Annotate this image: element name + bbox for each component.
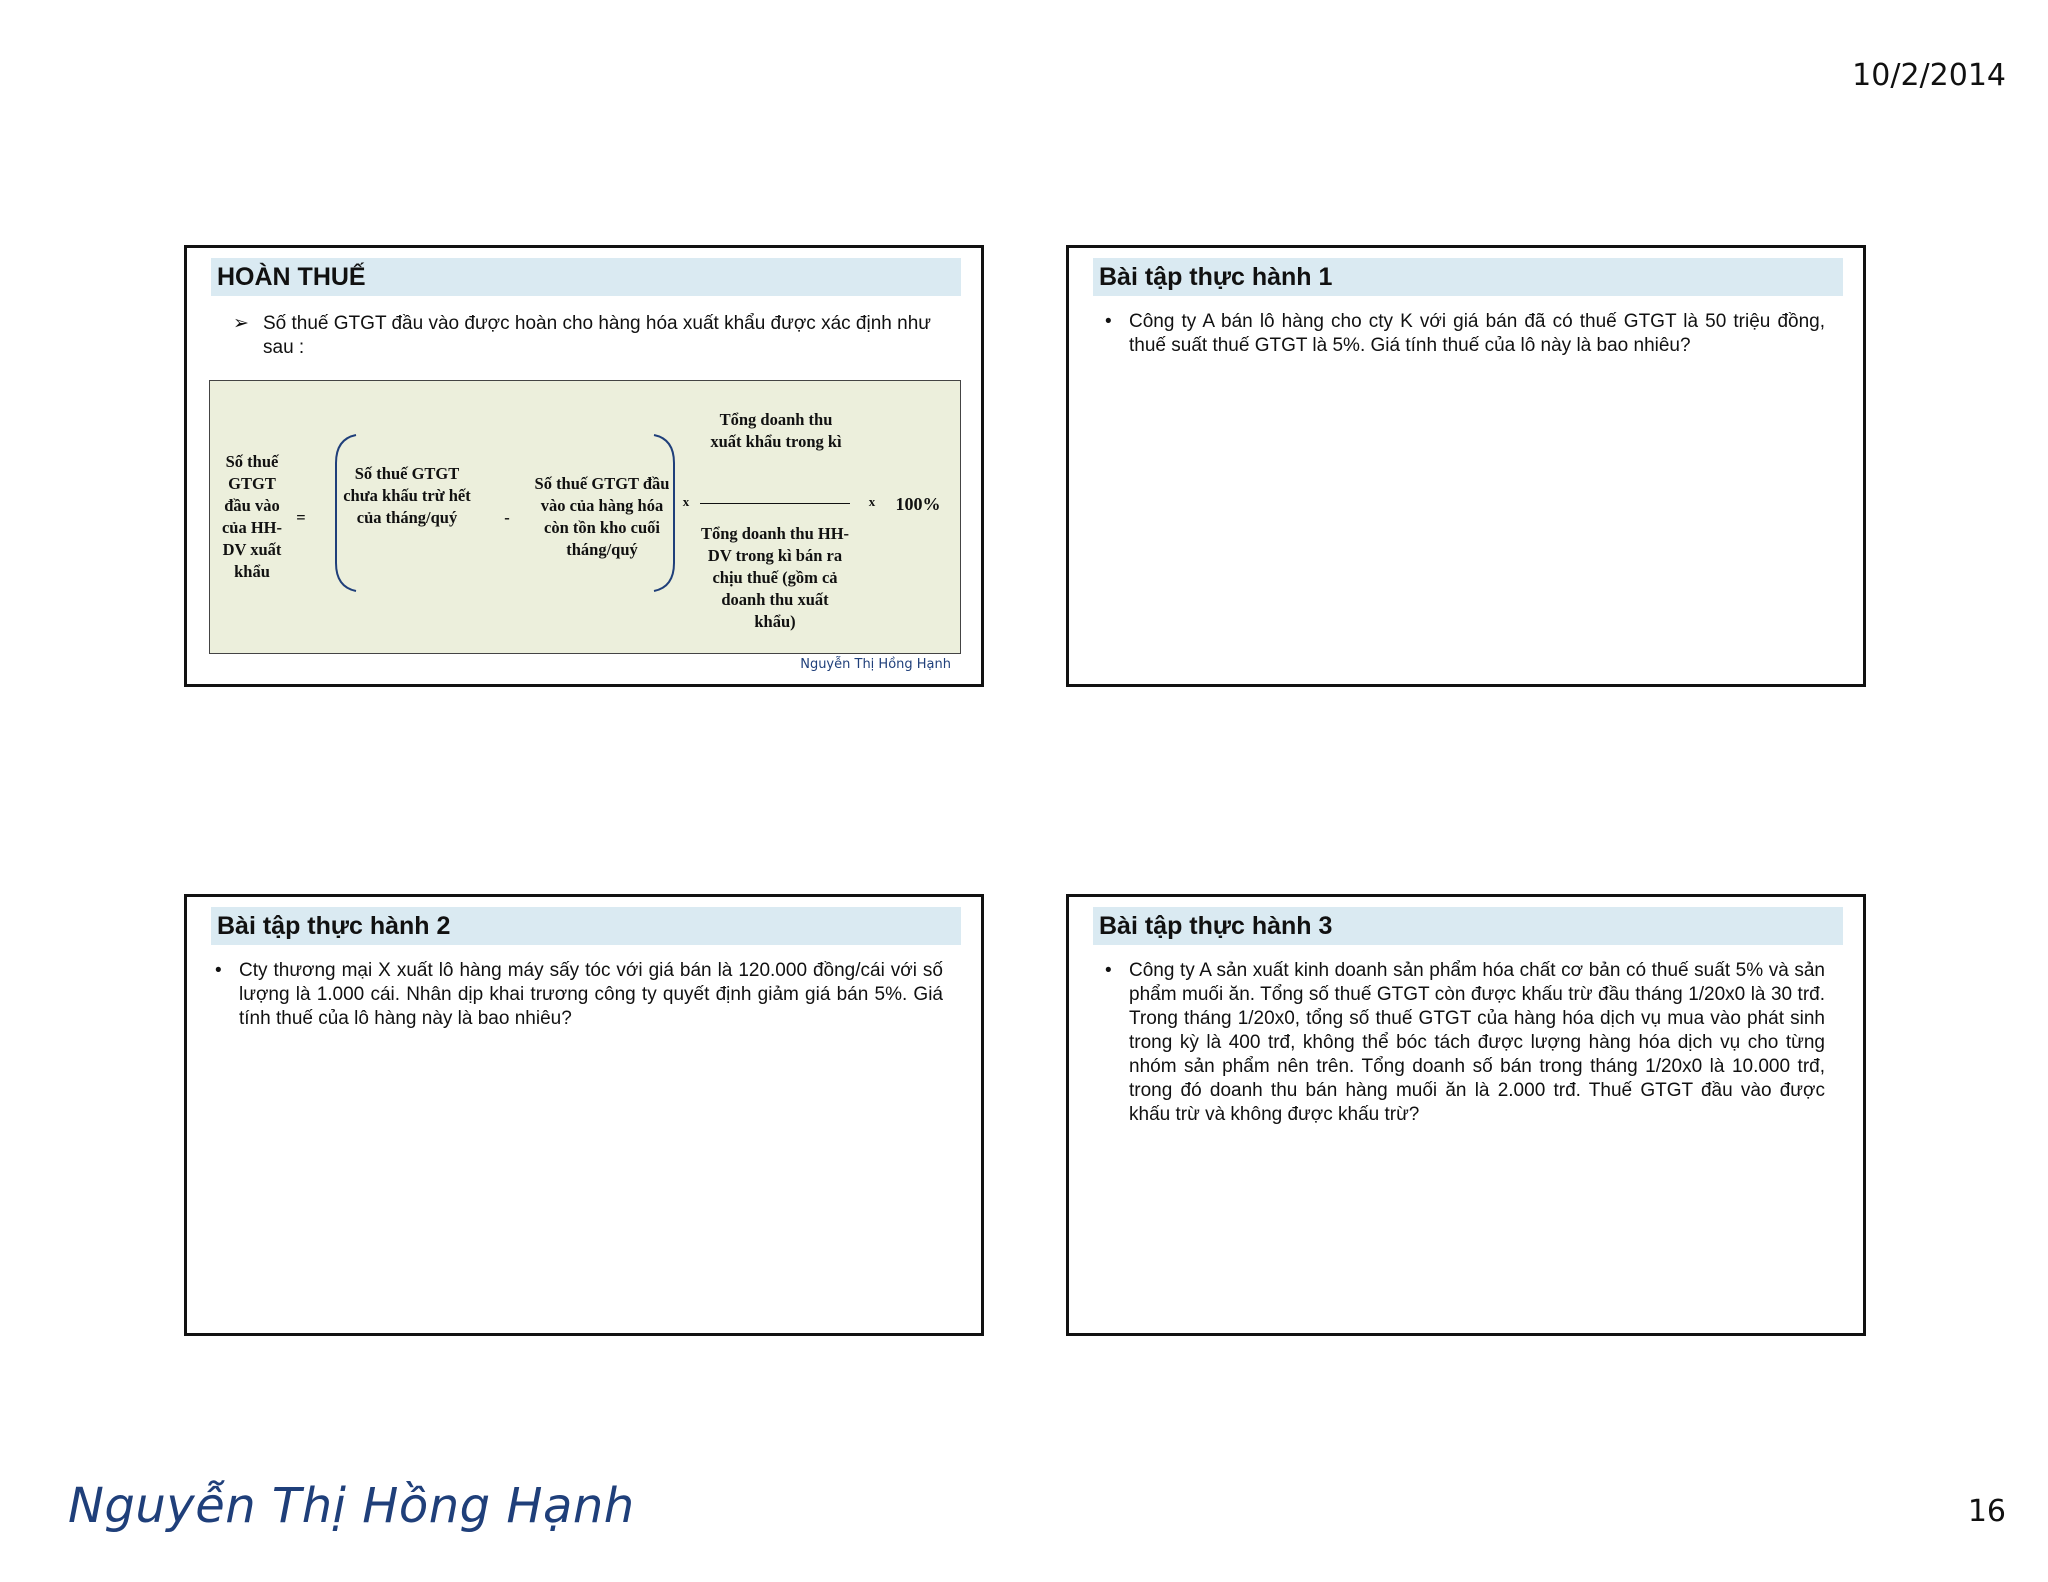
intro-text: Số thuế GTGT đầu vào được hoàn cho hàng hóa xuất khẩu được xác định như sau : xyxy=(263,313,931,358)
slide-title: Bài tập thực hành 1 xyxy=(1093,258,1843,296)
formula-term2: Số thuế GTGT đầu vào của hàng hóa còn tồn kho cuối tháng/quý xyxy=(534,474,670,559)
formula-minus: - xyxy=(504,508,510,527)
formula-box xyxy=(209,380,961,654)
page-number: 16 xyxy=(1967,1494,2006,1529)
slide-hoan-thue xyxy=(184,245,984,687)
formula-numerator: Tổng doanh thu xuất khẩu trong kì xyxy=(710,410,842,451)
slide-bai-tap-3 xyxy=(1066,894,1866,1336)
slide-title: Bài tập thực hành 2 xyxy=(211,907,961,945)
exercise-bullet xyxy=(1105,959,1825,1127)
formula-lhs: Số thuế GTGT đầu vào của HH-DV xuất khẩu xyxy=(221,452,283,581)
formula-percent: 100% xyxy=(895,494,941,514)
formula-times2: x xyxy=(868,494,876,509)
slide-bai-tap-1 xyxy=(1066,245,1866,687)
formula-denominator: Tổng doanh thu HH-DV trong kì bán ra chịu thuế (gồm cả doanh thu xuất khẩu) xyxy=(700,524,850,631)
intro-bullet xyxy=(233,312,943,360)
exercise-text: Công ty A bán lô hàng cho cty K với giá bán đã có thuế GTGT là 50 triệu đồng, thuế suất thuế GTGT là 5%. Giá tính thuế của lô này là bao nhiêu? xyxy=(1129,311,1825,356)
slide-signature: Nguyễn Thị Hồng Hạnh xyxy=(800,657,951,672)
fraction-line xyxy=(700,503,850,504)
exercise-text: Công ty A sản xuất kinh doanh sản phẩm hóa chất cơ bản có thuế suất 5% và sản phẩm muối ăn. Tổng số thuế GTGT còn được khấu trừ đầu tháng 1/20x0 là 30 trđ. Trong tháng 1/20x0, tổng số thuế GTGT của hàng hóa dịch vụ mua vào phát sinh trong kỳ là 400 trđ, không thể bóc tách được lượng hàng hóa dịch vụ cho từng nhóm sản phẩm nên trên. Tổng doanh số bán trong tháng 1/20x0 là 10.000 trđ, trong đó doanh thu bán hàng muối ăn là 2.000 trđ. Thuế GTGT đầu vào được khấu trừ và không được khấu trừ? xyxy=(1129,960,1825,1125)
slide-title: Bài tập thực hành 3 xyxy=(1093,907,1843,945)
formula-times1: x xyxy=(682,494,690,509)
formula-equals: = xyxy=(296,508,306,527)
right-brace-icon xyxy=(650,433,678,593)
formula-term1: Số thuế GTGT chưa khấu trừ hết của tháng/quý xyxy=(343,464,471,527)
bullet-dot-icon: • xyxy=(215,960,222,981)
slide-bai-tap-2 xyxy=(184,894,984,1336)
page-date: 10/2/2014 xyxy=(1852,58,2006,93)
bullet-dot-icon: • xyxy=(1105,960,1112,981)
page-author: Nguyễn Thị Hồng Hạnh xyxy=(68,1478,635,1534)
slide-title: HOÀN THUẾ xyxy=(211,258,961,296)
exercise-bullet xyxy=(1105,310,1825,358)
arrow-bullet-icon: ➢ xyxy=(233,313,249,334)
exercise-text: Cty thương mại X xuất lô hàng máy sấy tóc với giá bán là 120.000 đồng/cái với số lượng là 1.000 cái. Nhân dịp khai trương công ty quyết định giảm giá bán 5%. Giá tính thuế của lô hàng này là bao nhiêu? xyxy=(239,960,943,1029)
bullet-dot-icon: • xyxy=(1105,311,1112,332)
exercise-bullet xyxy=(215,959,943,1031)
